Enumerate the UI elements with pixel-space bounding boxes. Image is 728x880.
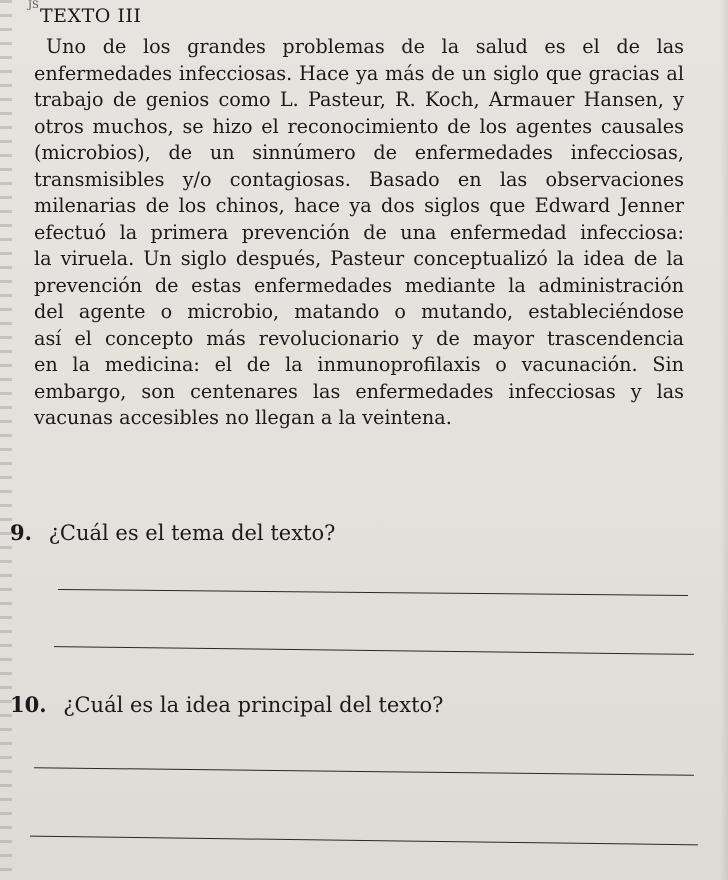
question-10 <box>10 692 443 717</box>
answer-line[interactable] <box>30 836 698 846</box>
notebook-binding-edge <box>0 0 12 880</box>
question-text: ¿Cuál es la idea principal del texto? <box>63 693 444 717</box>
passage-line: embargo, son centenares las enfermedades infecciosas y las <box>34 379 684 403</box>
passage-line: milenarias de los chinos, hace ya dos siglos que Edward Jenner <box>34 194 684 217</box>
passage-line: prevención de estas enfermedades mediante la administración <box>34 273 684 297</box>
answer-line[interactable] <box>34 767 694 775</box>
answer-line[interactable] <box>54 646 694 655</box>
passage-line: transmisibles y/o contagiosas. Basado en las observaciones <box>34 167 684 191</box>
corner-mark: JS <box>28 0 39 11</box>
passage-line: Uno de los grandes problemas de la salud es el de las <box>46 35 684 58</box>
passage-line: (microbios), de un sinnúmero de enfermedades infecciosas, <box>34 141 684 164</box>
passage-line: así el concepto más revolucionario y de mayor trascendencia <box>34 326 684 350</box>
passage-line: del agente o microbio, matando o mutando, estableciéndose <box>34 300 684 323</box>
passage-line: otros muchos, se hizo el reconocimiento de los agentes causales <box>34 114 684 138</box>
question-number: 9. <box>10 520 32 545</box>
passage-line: efectuó la primera prevención de una enfermedad infecciosa: <box>34 220 684 244</box>
answer-line[interactable] <box>58 589 688 596</box>
passage-line: la viruela. Un siglo después, Pasteur conceptualizó la idea de la <box>34 247 684 270</box>
question-number: 10. <box>10 692 47 717</box>
passage-line: en la medicina: el de la inmunoprofilaxis o vacunación. Sin <box>34 353 684 376</box>
passage-line: trabajo de genios como L. Pasteur, R. Koch, Armauer Hansen, y <box>34 88 684 111</box>
passage-line: enfermedades infecciosas. Hace ya más de un siglo que gracias al <box>34 61 684 85</box>
reading-passage <box>34 34 722 432</box>
question-9 <box>10 520 335 545</box>
question-text: ¿Cuál es el tema del texto? <box>48 521 336 545</box>
section-title: TEXTO III <box>40 5 142 27</box>
passage-line: vacunas accesibles no llegan a la veintena. <box>34 406 452 429</box>
